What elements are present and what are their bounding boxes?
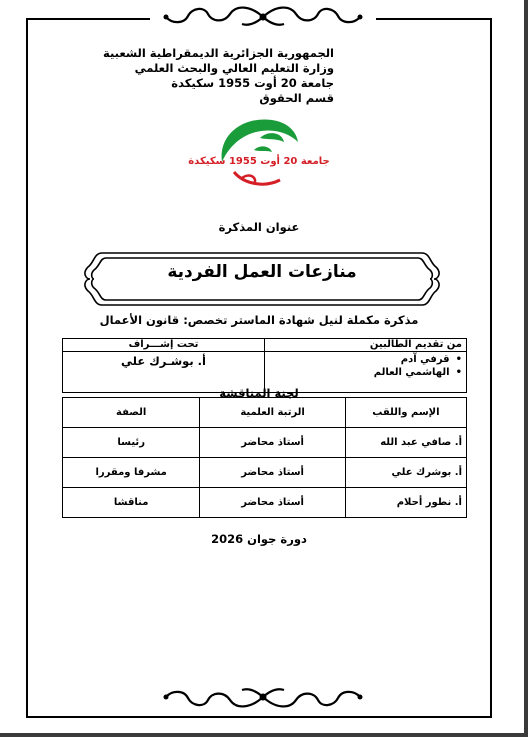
top-ornament-icon (150, 2, 376, 32)
table-header-row (63, 398, 467, 428)
committee-title: لجنة المناقشة (219, 386, 299, 400)
session-label: دورة جوان 2026 (211, 532, 307, 546)
supervisor-name: أ. بوشـرك علي (63, 352, 265, 393)
students-header: من تقديم الطالبين (265, 339, 467, 352)
bottom-ornament-icon (150, 682, 376, 712)
header-university: جامعة 20 أوت 1955 سكيكدة (171, 76, 334, 90)
member-rank: أستاذ محاضر (200, 428, 345, 458)
thesis-label: عنوان المذكرة (218, 220, 300, 234)
table-row (63, 488, 467, 518)
column-header-name: الإسم واللقب (345, 398, 466, 428)
header-ministry: وزارة التعليم العالي والبحث العلمي (134, 61, 334, 75)
member-role: مشرفا ومقررا (63, 458, 200, 488)
member-role: رئيسا (63, 428, 200, 458)
committee-table (62, 397, 467, 518)
thesis-subtitle: مذكرة مكملة لنيل شهادة الماستر تخصص: قانون الأعمال (99, 313, 419, 327)
member-name: أ. بوشرك علي (345, 458, 466, 488)
member-role: مناقشا (63, 488, 200, 518)
column-header-rank: الرتبة العلمية (200, 398, 345, 428)
header-republic: الجمهورية الجزائرية الديمقراطية الشعبية (102, 46, 334, 60)
column-header-role: الصفة (63, 398, 200, 428)
member-name: أ. صافي عبد الله (345, 428, 466, 458)
member-rank: أستاذ محاضر (200, 488, 345, 518)
university-logo-icon (188, 112, 330, 192)
submission-table (62, 338, 467, 393)
thesis-title: منازعات العمل الفردية (167, 262, 357, 282)
table-row (63, 458, 467, 488)
member-rank: أستاذ محاضر (200, 458, 345, 488)
header-department: قسم الحقوق (259, 91, 334, 105)
student-name: • الهاشمي العالم (269, 367, 462, 378)
member-name: أ. نطور أحلام (345, 488, 466, 518)
logo-text: جامعة 20 أوت 1955 سكيكدة (188, 156, 330, 167)
supervisor-header: تحت إشـــراف (63, 339, 265, 352)
table-row (63, 428, 467, 458)
student-name: • قرفي آدم (269, 354, 462, 365)
